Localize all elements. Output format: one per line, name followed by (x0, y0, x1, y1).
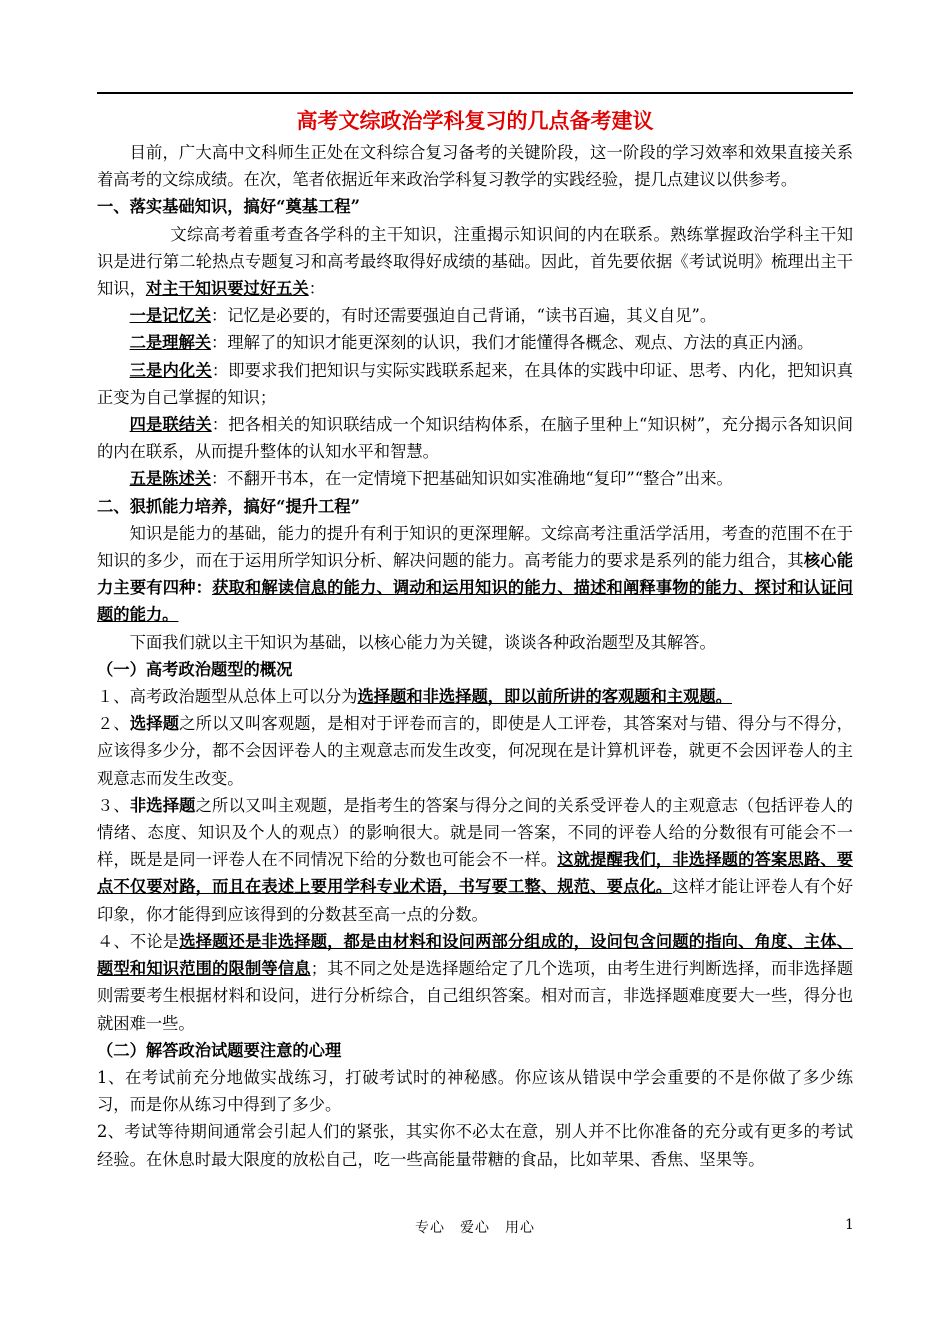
section-1-paragraph (97, 221, 853, 303)
item-text: 之所以又叫客观题，是相对于评卷而言的，即使是人工评卷，其答案对与错、得分与不得分，应该得多少分，都不会因评卷人的主观意志而发生改变，何况现在是计算机评卷，就更不会因评卷人的主观意志而发生改变。 (97, 714, 853, 788)
section-2-transition: 下面我们就以主干知识为基础，以核心能力为关键，谈谈各种政治题型及其解答。 (129, 632, 716, 652)
subsection-1-item (97, 710, 853, 792)
document-body (97, 104, 853, 1173)
pass-text: ：理解了的知识才能更深刻的认识，我们才能懂得各概念、观点、方法的真正内涵。 (211, 333, 814, 353)
subsection-1-heading: （一）高考政治题型的概况 (97, 659, 293, 679)
subsection-2-item: 2、考试等待期间通常会引起人们的紧张，其实你不必太在意，别人并不比你准备的充分或有更多的考试经验。在休息时最大限度的放松自己，吃一些高能量带糖的食品，比如苹果、香焦、坚果等。 (97, 1122, 853, 1169)
item-text-end: ；其不同之处是选择题给定了几个选项，由考生进行判断选择，而非选择题则需要考生根据材料和设问，进行分析综合，自己组织答案。相对而言，非选择题难度要大一些，得分也就困难一些。 (97, 959, 853, 1033)
pass-text: ：把各相关的知识联结成一个知识结构体系，在脑子里种上“知识树”，充分揭示各知识间的内在联系，从而提升整体的认知水平和智慧。 (97, 415, 853, 462)
item-text: 之所以又叫主观题，是指考生的答案与得分之间的关系受评卷人的主观意志（包括评卷人的情绪、态度、知识及个人的观点）的影响很大。就是同一答案，不同的评卷人给的分数很有可能会不一样，既是是同一评卷人在不同情况下给的分数也可能会不一样。 (97, 795, 853, 870)
document-title: 高考文综政治学科复习的几点备考建议 (296, 108, 654, 133)
subsection-1-item (97, 792, 853, 928)
section-2-paragraph (97, 520, 853, 629)
item-text: ４、不论是 (97, 931, 180, 951)
item-number: ２、 (97, 714, 130, 734)
core-ability-label: 核心能力主要有四种 (97, 551, 853, 598)
item-text-end: 这样才能让评卷人有个好印象，你才能得到应该得到的分数甚至高一点的分数。 (97, 877, 853, 924)
item-emphasis: 选择题还是非选择题，都是由材料和设问两部分组成的，设问包含问题的指向、角度、主体、题型和知识范围的限制等信息 (97, 931, 853, 979)
section-1-text: 文综高考着重考查各学科的主干知识，注重揭示知识间的内在联系。熟练掌握政治学科主干知识是进行第二轮热点专题复习和高考最终取得好成绩的基础。因此，首先要依据《考试说明》梳理出主干知识， (97, 224, 853, 299)
pass-label: 五是陈述关 (129, 469, 212, 489)
pass-item (97, 302, 853, 329)
section-2-heading: 二、狠抓能力培养，搞好“提升工程” (97, 496, 360, 516)
pass-item (97, 465, 853, 492)
pass-label: 二是理解关 (129, 333, 212, 353)
section-1-heading: 一、落实基础知识，搞好“奠基工程” (97, 197, 360, 217)
pass-label: 三是内化关 (129, 360, 212, 380)
footer-motto: 专心 爱心 用心 (415, 1220, 535, 1236)
subsection-1-item (97, 683, 853, 710)
subsection-2-item: 1、在考试前充分地做实战练习，打破考试时的神秘感。你应该从错误中学会重要的不是你做了多少练习，而是你从练习中得到了多少。 (97, 1067, 853, 1115)
pass-item (97, 329, 853, 356)
pass-item (97, 357, 853, 411)
core-ability-colon: ： (195, 578, 213, 598)
subsection-1-item (97, 928, 853, 1037)
pass-text: ：不翻开书本，在一定情境下把基础知识如实准确地“复印”“整合”出来。 (211, 469, 733, 489)
pass-label: 四是联结关 (129, 415, 212, 435)
header-rule (97, 92, 853, 94)
intro-paragraph: 目前，广大高中文科师生正处在文科综合复习备考的关键阶段，这一阶段的学习效率和效果直接关系着高考的文综成绩。在次，笔者依据近年来政治学科复习教学的实践经验，提几点建议以供参考。 (97, 143, 853, 190)
item-number: ３、 (97, 795, 130, 815)
item-emphasis: 这就提醒我们，非选择题的答案思路、要点不仅要对路，而且在表述上要用学科专业术语，书写要工整、规范、要点化。 (97, 850, 853, 897)
item-emphasis: 选择题和非选择题，即以前所讲的客观题和主观题。 (357, 687, 732, 707)
pass-text: ：记忆是必要的，有时还需要强迫自己背诵，“读书百遍，其义自见”。 (211, 306, 717, 326)
section-2-text: 知识是能力的基础，能力的提升有利于知识的更深理解。文综高考注重活学活用，考查的范围不在于知识的多少，而在于运用所学知识分析、解决问题的能力。高考能力的要求是系列的能力组合，其 (97, 523, 853, 571)
section-1-emphasis: 对主干知识要过好五关 (145, 279, 309, 299)
core-ability-list: 获取和解读信息的能力、调动和运用知识的能力、描述和阐释事物的能力、探讨和认证问题的能力。 (97, 578, 853, 625)
item-term: 选择题 (129, 714, 180, 734)
subsection-2-heading: （二）解答政治试题要注意的心理 (97, 1040, 342, 1060)
section-1-colon: ： (308, 279, 325, 299)
page-number: 1 (845, 1217, 854, 1233)
pass-item (97, 411, 853, 465)
item-term: 非选择题 (129, 795, 196, 815)
pass-label: 一是记忆关 (129, 306, 212, 326)
page-footer (0, 1217, 950, 1241)
pass-text: ：即要求我们把知识与实际实践联系起来，在具体的实践中印证、思考、内化，把知识真正变为自己掌握的知识； (97, 360, 853, 407)
item-text: １、高考政治题型从总体上可以分为 (97, 687, 358, 707)
